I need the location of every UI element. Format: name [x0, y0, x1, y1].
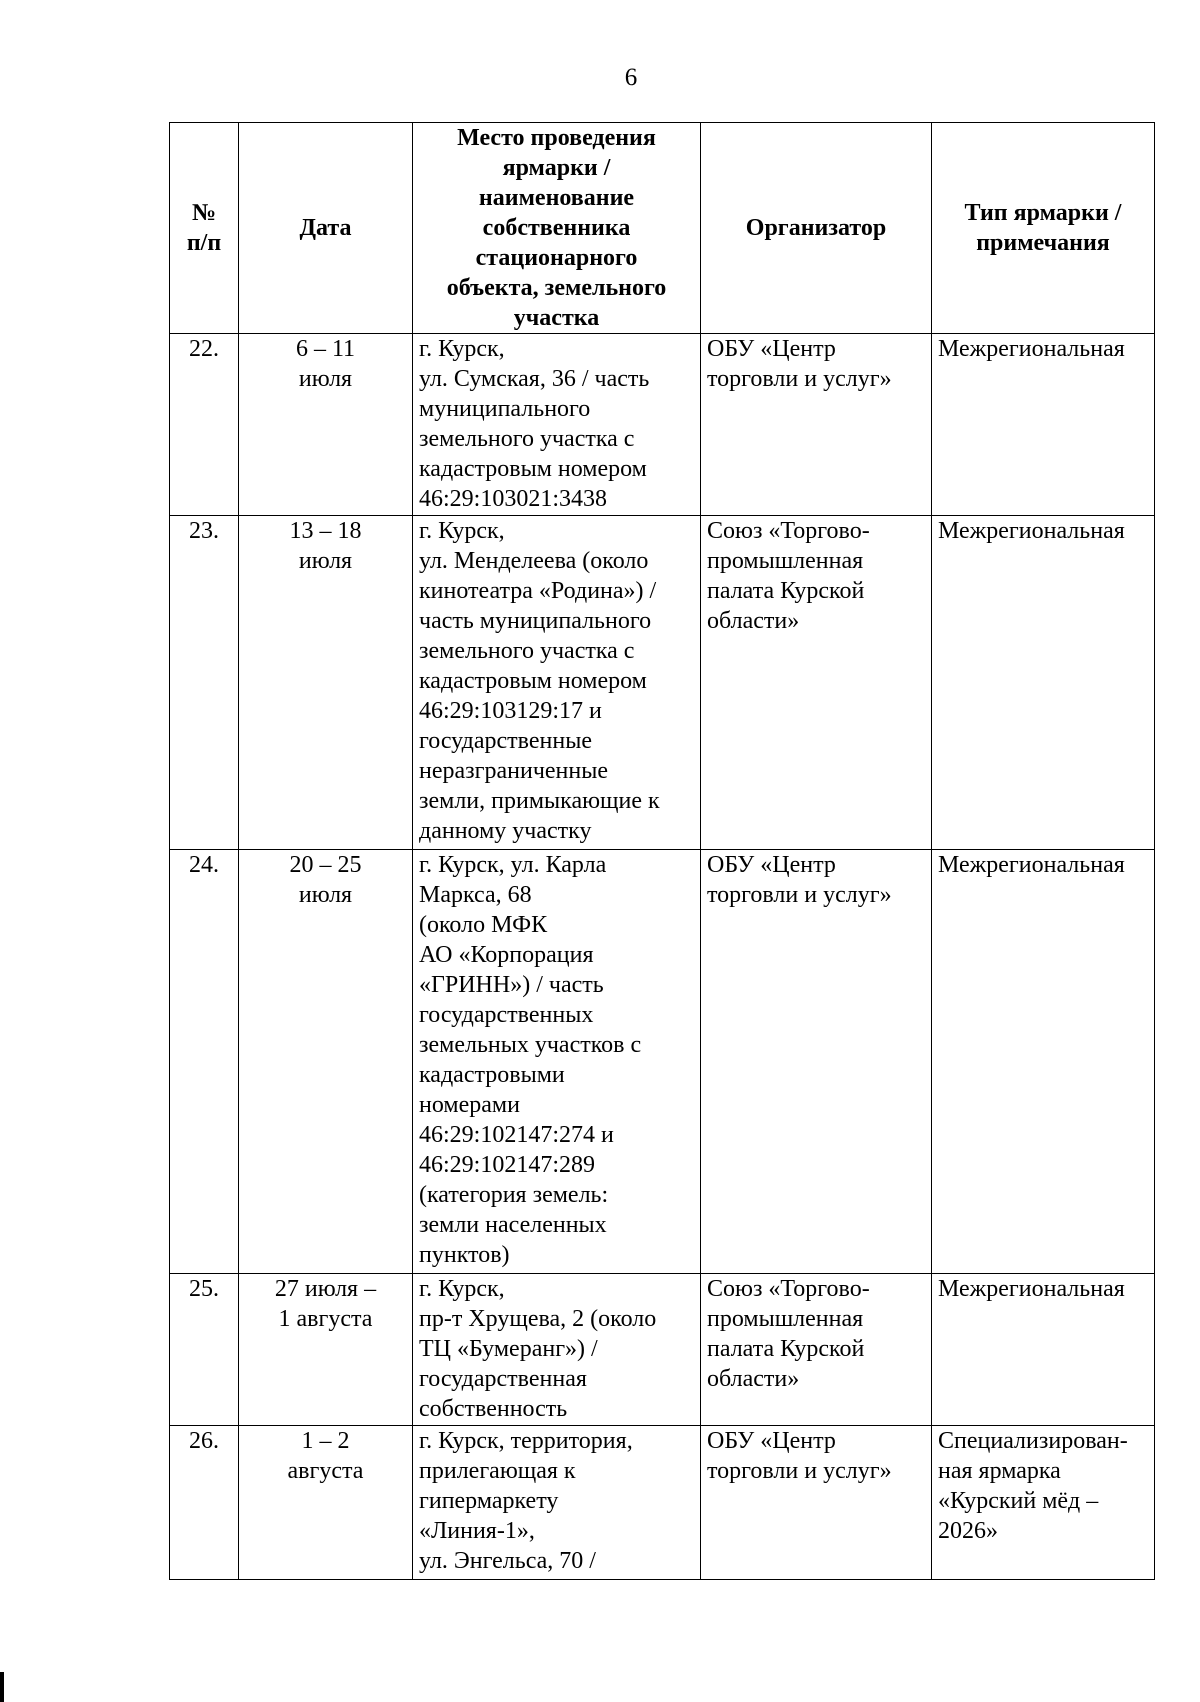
table-header-row — [170, 123, 1155, 334]
row-organizer: ОБУ «Центр торговли и услуг» — [701, 850, 932, 1274]
row-place: г. Курск, ул. Сумская, 36 / часть муниципального земельного участка с кадастровым номером 46:29:103021:3438 — [413, 334, 701, 516]
row-date: 20 – 25 июля — [239, 850, 413, 1274]
row-date: 1 – 2 августа — [239, 1426, 413, 1580]
scan-edge-mark — [0, 1672, 4, 1702]
header-type: Тип ярмарки / примечания — [932, 123, 1155, 334]
table-row — [170, 516, 1155, 850]
row-organizer: Союз «Торгово- промышленная палата Курской области» — [701, 516, 932, 850]
row-type: Межрегиональная — [932, 850, 1155, 1274]
row-type: Межрегиональная — [932, 334, 1155, 516]
row-num: 26. — [170, 1426, 239, 1580]
row-num: 22. — [170, 334, 239, 516]
row-date: 27 июля – 1 августа — [239, 1274, 413, 1426]
fairs-table — [169, 122, 1155, 1580]
row-num: 23. — [170, 516, 239, 850]
page-number: 6 — [624, 64, 638, 91]
header-organizer: Организатор — [701, 123, 932, 334]
row-organizer: ОБУ «Центр торговли и услуг» — [701, 334, 932, 516]
table-row — [170, 850, 1155, 1274]
table-row — [170, 1426, 1155, 1580]
row-num: 24. — [170, 850, 239, 1274]
row-place: г. Курск, ул. Менделеева (около кинотеатра «Родина») / часть муниципального земельного участка с кадастровым номером 46:29:103129:17 и государственные неразграниченные земли, примыкающие к данному участку — [413, 516, 701, 850]
row-type: Специализирован- ная ярмарка «Курский мёд – 2026» — [932, 1426, 1155, 1580]
row-organizer: Союз «Торгово- промышленная палата Курской области» — [701, 1274, 932, 1426]
table-row — [170, 1274, 1155, 1426]
row-type: Межрегиональная — [932, 1274, 1155, 1426]
row-num: 25. — [170, 1274, 239, 1426]
row-type: Межрегиональная — [932, 516, 1155, 850]
header-place: Место проведения ярмарки / наименование собственника стационарного объекта, земельного участка — [413, 123, 701, 334]
row-place: г. Курск, ул. Карла Маркса, 68 (около МФК АО «Корпорация «ГРИНН») / часть государственных земельных участков с кадастровыми номерами 46:29:102147:274 и 46:29:102147:289 (категория земель: земли населенных пунктов) — [413, 850, 701, 1274]
table-row — [170, 334, 1155, 516]
header-date: Дата — [239, 123, 413, 334]
row-place: г. Курск, пр-т Хрущева, 2 (около ТЦ «Бумеранг») / государственная собственность — [413, 1274, 701, 1426]
row-date: 6 – 11 июля — [239, 334, 413, 516]
row-date: 13 – 18 июля — [239, 516, 413, 850]
header-num: № п/п — [170, 123, 239, 334]
row-place: г. Курск, территория, прилегающая к гипермаркету «Линия-1», ул. Энгельса, 70 / — [413, 1426, 701, 1580]
row-organizer: ОБУ «Центр торговли и услуг» — [701, 1426, 932, 1580]
